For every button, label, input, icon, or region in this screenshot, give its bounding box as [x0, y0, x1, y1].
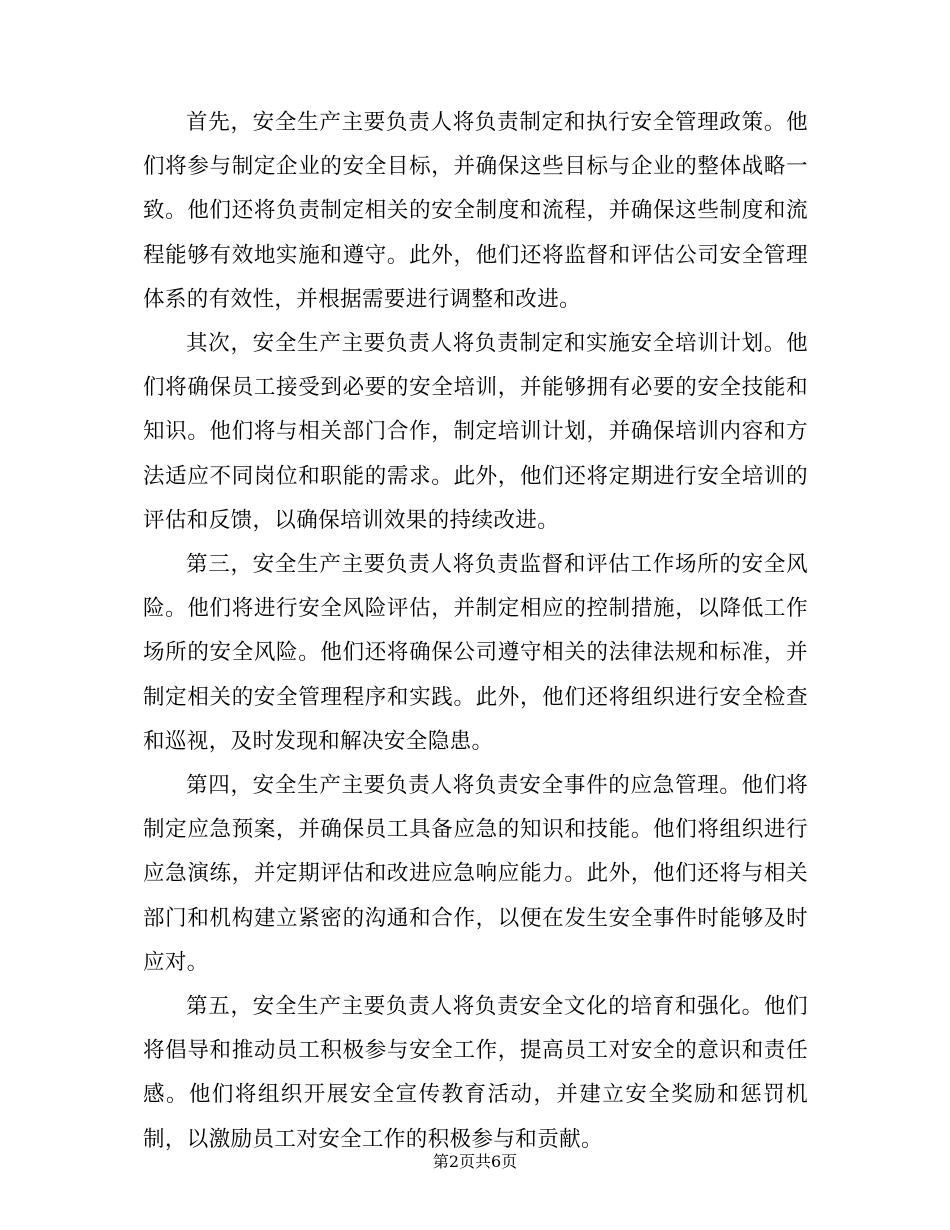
- paragraph-first: 首先，安全生产主要负责人将负责制定和执行安全管理政策。他们将参与制定企业的安全目标，并确保这些目标与企业的整体战略一致。他们还将负责制定相关的安全制度和流程，并确保这些制度和流程能够有效地实施和遵守。此外，他们还将监督和评估公司安全管理体系的有效性，并根据需要进行调整和改进。: [143, 110, 808, 312]
- paragraph-second: 其次，安全生产主要负责人将负责制定和实施安全培训计划。他们将确保员工接受到必要的安全培训，并能够拥有必要的安全技能和知识。他们将与相关部门合作，制定培训计划，并确保培训内容和方法适应不同岗位和职能的需求。此外，他们还将定期进行安全培训的评估和反馈，以确保培训效果的持续改进。: [143, 331, 808, 533]
- page-number-footer: 第2页共6页: [432, 1152, 518, 1171]
- paragraph-third: 第三，安全生产主要负责人将负责监督和评估工作场所的安全风险。他们将进行安全风险评估，并制定相应的控制措施，以降低工作场所的安全风险。他们还将确保公司遵守相关的法律法规和标准，并制定相关的安全管理程序和实践。此外，他们还将组织进行安全检查和巡视，及时发现和解决安全隐患。: [143, 552, 808, 754]
- document-body: [143, 101, 808, 1162]
- paragraph-fourth: 第四，安全生产主要负责人将负责安全事件的应急管理。他们将制定应急预案，并确保员工具备应急的知识和技能。他们将组织进行应急演练，并定期评估和改进应急响应能力。此外，他们还将与相关部门和机构建立紧密的沟通和合作，以便在发生安全事件时能够及时应对。: [143, 773, 808, 975]
- paragraph-fifth: 第五，安全生产主要负责人将负责安全文化的培育和强化。他们将倡导和推动员工积极参与安全工作，提高员工对安全的意识和责任感。他们将组织开展安全宣传教育活动，并建立安全奖励和惩罚机制，以激励员工对安全工作的积极参与和贡献。: [143, 994, 808, 1152]
